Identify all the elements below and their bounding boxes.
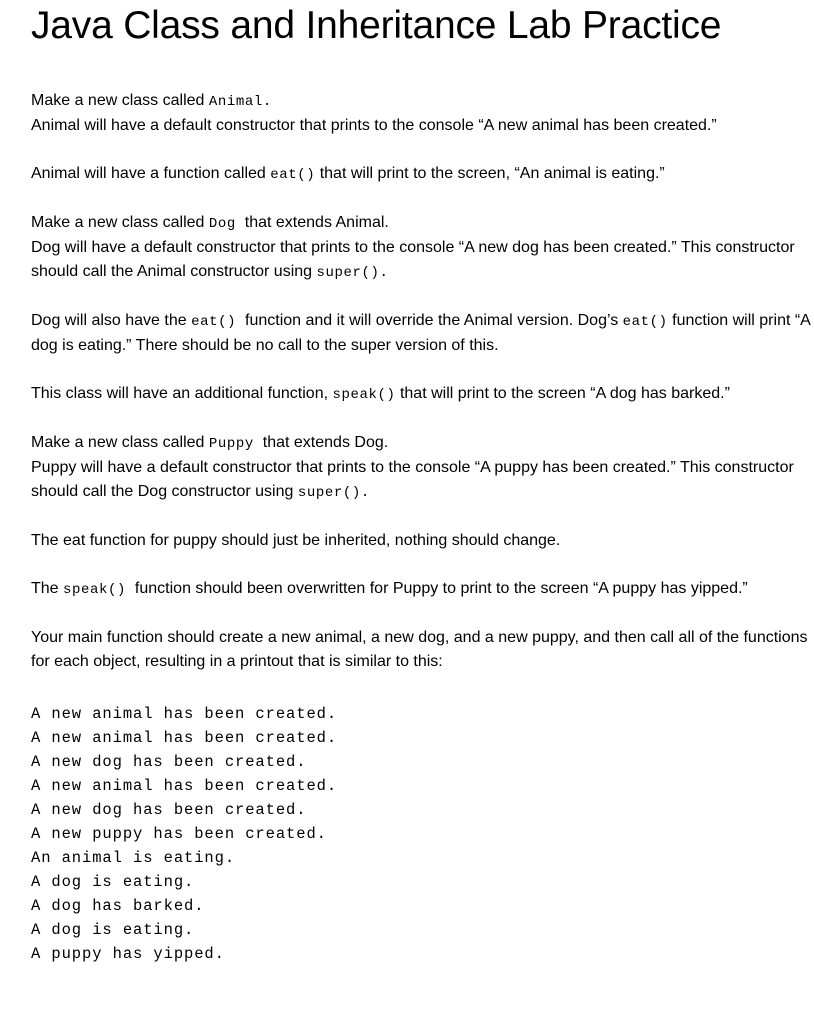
paragraph-dog-eat <box>31 309 814 358</box>
text: that extends Dog. <box>253 434 389 451</box>
text: Dog will also have the <box>31 312 192 329</box>
output-line: A new animal has been created. <box>31 777 338 795</box>
code-super: super(). <box>316 265 389 281</box>
text: Make a new class called <box>31 434 209 451</box>
paragraph-puppy-eat: The eat function for puppy should just be inherited, nothing should change. <box>31 532 561 549</box>
output-line: A puppy has yipped. <box>31 945 225 963</box>
text: that extends Animal. <box>235 214 389 231</box>
paragraph-puppy-class <box>31 431 814 505</box>
output-line: A new animal has been created. <box>31 705 338 723</box>
code-animal: Animal. <box>208 94 272 110</box>
text: function should been overwritten for Puppy to print to the screen “A puppy has yipped.” <box>126 580 748 597</box>
text: function and it will override the Animal version. Dog’s <box>236 312 623 329</box>
paragraph-dog-class <box>31 211 814 285</box>
text: The <box>31 580 64 597</box>
output-line: A new dog has been created. <box>31 801 307 819</box>
paragraph-animal-class <box>31 89 814 138</box>
code-puppy: Puppy <box>208 436 254 452</box>
code-eat: eat() <box>622 314 668 330</box>
text: that will print to the screen “A dog has barked.” <box>395 385 730 402</box>
output-line: A dog is eating. <box>31 873 195 891</box>
paragraph-animal-eat <box>31 162 814 187</box>
text: Animal will have a default constructor that prints to the console “A new animal has been created.” <box>31 117 717 134</box>
code-speak: speak() <box>332 387 396 403</box>
text: Dog will have a default constructor that prints to the console “A new dog has been created.” This constructor should call the Animal constructor using <box>31 239 795 280</box>
text: This class will have an additional function, <box>31 385 333 402</box>
output-line: A new animal has been created. <box>31 729 338 747</box>
output-line: A dog is eating. <box>31 921 195 939</box>
output-line: An animal is eating. <box>31 849 236 867</box>
text: Make a new class called <box>31 214 209 231</box>
code-speak: speak() <box>63 582 127 598</box>
text: that will print to the screen, “An animal is eating.” <box>315 165 665 182</box>
output-line: A new puppy has been created. <box>31 825 327 843</box>
code-super: super(). <box>297 485 370 501</box>
text: Make a new class called <box>31 92 209 109</box>
output-line: A new dog has been created. <box>31 753 307 771</box>
paragraph-dog-speak <box>31 382 814 407</box>
code-dog: Dog <box>208 216 236 232</box>
output-line: A dog has barked. <box>31 897 205 915</box>
paragraph-main-function: Your main function should create a new animal, a new dog, and a new puppy, and then call all of the functions for each object, resulting in a printout that is similar to this: <box>31 629 808 670</box>
text: Animal will have a function called <box>31 165 271 182</box>
text: function will print “A dog is eating.” There should be no call to the super version of this. <box>31 312 810 354</box>
page-title: Java Class and Inheritance Lab Practice <box>31 4 722 47</box>
code-eat: eat() <box>191 314 237 330</box>
sample-output <box>31 702 814 966</box>
code-eat: eat() <box>270 167 316 183</box>
paragraph-puppy-speak <box>31 577 814 602</box>
text: Puppy will have a default constructor that prints to the console “A puppy has been created.” This constructor should call the Dog constructor using <box>31 459 794 500</box>
